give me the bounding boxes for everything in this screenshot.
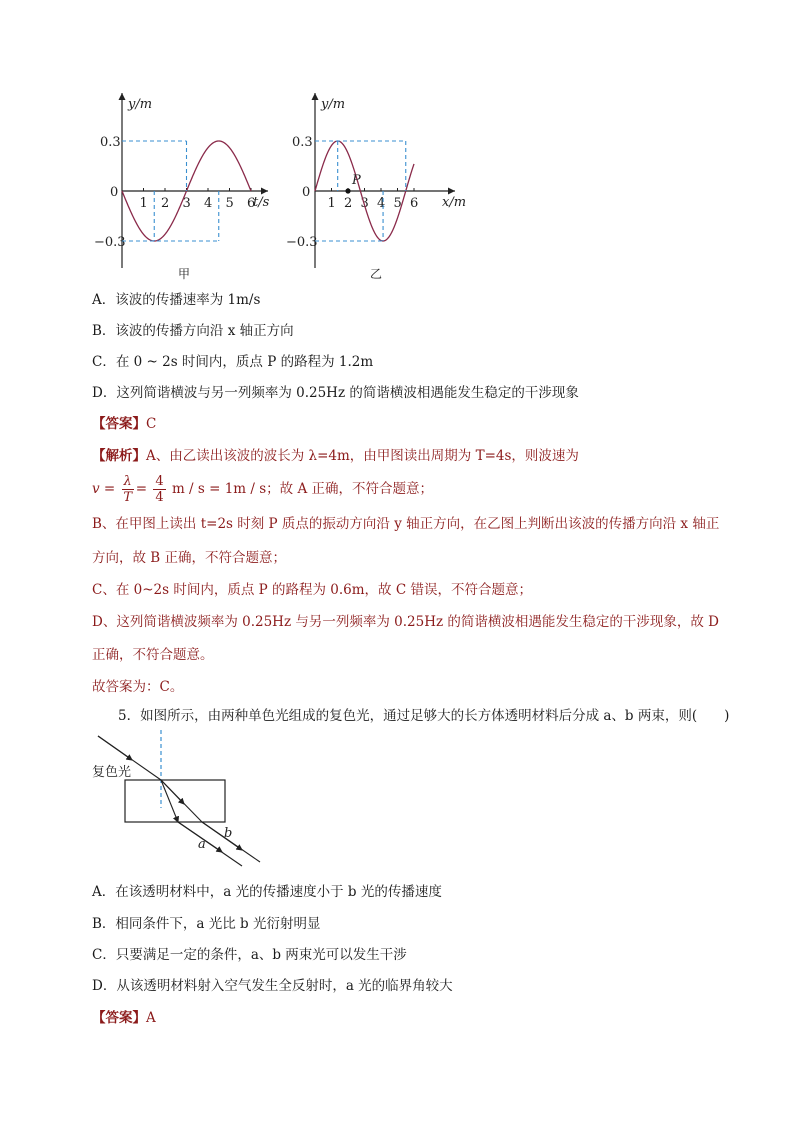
label-composite-light: 复色光 xyxy=(92,765,132,780)
fraction-lambda-t xyxy=(122,474,134,505)
jia-ytick-bottom: −0.3 xyxy=(94,235,126,250)
jia-tick-label-5: 5 xyxy=(225,196,234,211)
fraction-4-4 xyxy=(153,474,165,505)
jia-tick-label-2: 2 xyxy=(161,196,170,211)
q4-analysis-a xyxy=(92,446,579,466)
refraction-figure xyxy=(92,728,272,868)
label-a: a xyxy=(198,837,206,852)
q4-formula: v = $\frac{\lambda}{T}$ = $\frac{4}{4}$ m / s = 1m / s；故 A 正确，不符合题意； xyxy=(92,474,434,505)
q5-stem: 5．如图所示，由两种单色光组成的复色光，通过足够大的长方体透明材料后分成 a、b 两束，则( ) xyxy=(118,708,730,724)
q4-option-b: B．该波的传播方向沿 x 轴正方向 xyxy=(92,323,294,339)
yi-ytick-top: 0.3 xyxy=(292,135,313,150)
yi-tick-label-5: 5 xyxy=(393,196,402,211)
fraction-t: T xyxy=(123,490,132,505)
jia-ylabel: y/m xyxy=(128,97,153,112)
q5-answer-value: A xyxy=(146,1010,156,1026)
incident-arrow xyxy=(98,736,132,760)
yi-xlabel: x/m xyxy=(442,195,467,210)
jia-tick-label-4: 4 xyxy=(204,196,213,211)
yi-tick-label-2: 2 xyxy=(344,196,353,211)
ray-b-out-arrow xyxy=(202,822,242,850)
figure-jia xyxy=(94,93,270,281)
q5-option-d: D．从该透明材料射入空气发生全反射时，a 光的临界角较大 xyxy=(92,978,453,994)
figure-yi xyxy=(286,93,466,281)
jia-tick-label-6: 6 xyxy=(247,196,256,211)
q4-option-a: A．该波的传播速率为 1m/s xyxy=(92,292,261,308)
q4-final: 故答案为：C。 xyxy=(92,679,184,695)
ray-b-arrow xyxy=(161,780,184,804)
jia-ytick-zero: 0 xyxy=(110,185,119,200)
refraction-svg xyxy=(92,728,272,868)
q4-option-c: C．在 0 ~ 2s 时间内，质点 P 的路程为 1.2m xyxy=(92,354,374,370)
yi-tick-label-1: 1 xyxy=(327,196,336,211)
q5-option-b: B．相同条件下，a 光比 b 光衍射明显 xyxy=(92,916,321,932)
q4-analysis-d1: D、这列简谐横波频率为 0.25Hz 与另一列频率为 0.25Hz 的简谐横波相遇能发生稳定的干涉现象，故 D xyxy=(92,614,719,630)
q4-analysis-a-text: A、由乙读出该波的波长为 λ=4m，由甲图读出周期为 T=4s，则波速为 xyxy=(146,448,579,464)
ray-a-inside xyxy=(161,780,178,822)
q5-answer-label: 【答案】 xyxy=(92,1010,146,1026)
fraction-den-4: 4 xyxy=(155,490,164,505)
fraction-lambda: λ xyxy=(123,474,132,489)
q4-analysis-b2: 方向，故 B 正确，不符合题意； xyxy=(92,550,287,566)
q4-analysis-b1: B、在甲图上读出 t=2s 时刻 P 质点的振动方向沿 y 轴正方向，在乙图上判断出该波的传播方向沿 x 轴正 xyxy=(92,516,720,532)
yi-caption: 乙 xyxy=(370,267,383,281)
jia-ytick-top: 0.3 xyxy=(100,135,121,150)
q5-option-a: A．在该透明材料中，a 光的传播速度小于 b 光的传播速度 xyxy=(92,884,442,900)
jia-caption: 甲 xyxy=(178,267,191,281)
label-b: b xyxy=(224,826,233,841)
q5-option-c: C．只要满足一定的条件，a、b 两束光可以发生干涉 xyxy=(92,947,407,963)
formula-v: v = xyxy=(92,481,116,497)
q4-answer-label: 【答案】 xyxy=(92,416,146,432)
wave-figures-svg xyxy=(94,88,480,288)
jia-tick-label-3: 3 xyxy=(182,196,191,211)
point-p xyxy=(345,188,350,193)
q4-analysis-label: 【解析】 xyxy=(92,448,146,464)
jia-xlabel: t/s xyxy=(253,195,270,210)
yi-ytick-zero: 0 xyxy=(302,185,311,200)
q4-analysis-c: C、在 0~2s 时间内，质点 P 的路程为 0.6m，故 C 错误，不符合题意； xyxy=(92,582,532,598)
point-p-label: P xyxy=(352,173,361,188)
fraction-num-4: 4 xyxy=(155,474,164,489)
q4-answer xyxy=(92,414,156,434)
yi-tick-label-3: 3 xyxy=(360,196,369,211)
yi-tick-label-4: 4 xyxy=(377,196,386,211)
yi-ytick-bottom: −0.3 xyxy=(286,235,318,250)
yi-tick-label-6: 6 xyxy=(410,196,419,211)
q5-answer xyxy=(92,1008,156,1028)
q4-option-d: D．这列简谐横波与另一列频率为 0.25Hz 的简谐横波相遇能发生稳定的干涉现象 xyxy=(92,385,579,401)
q4-analysis-d2: 正确，不符合题意。 xyxy=(92,647,214,663)
yi-ylabel: y/m xyxy=(321,97,346,112)
formula-tail: m / s = 1m / s；故 A 正确，不符合题意； xyxy=(171,481,434,497)
jia-tick-label-1: 1 xyxy=(139,196,148,211)
wave-figures xyxy=(94,88,480,288)
q4-answer-value: C xyxy=(146,416,157,432)
